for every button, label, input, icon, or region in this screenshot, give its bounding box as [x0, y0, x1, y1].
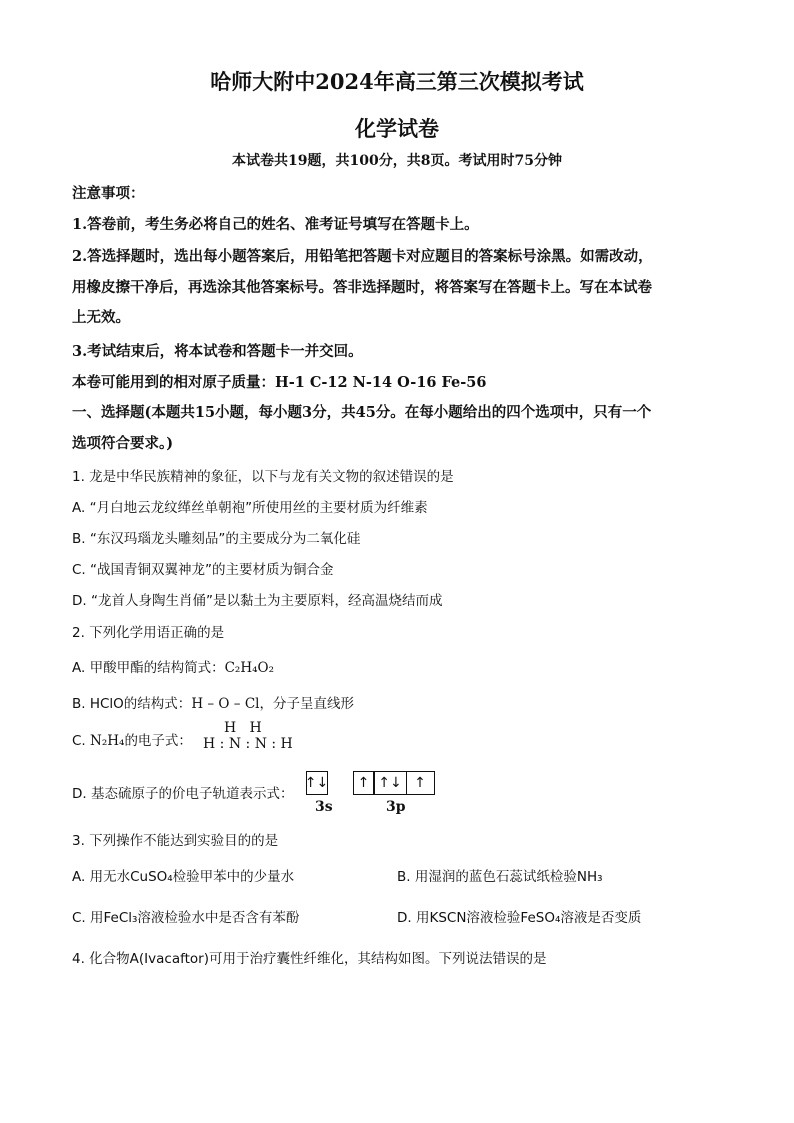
q2-option-a-formula: C₂H₄O₂: [224, 660, 274, 676]
q2-option-b: [72, 692, 354, 712]
q3-option-a: A. 用无水CuSO₄检验甲苯中的少量水: [72, 869, 295, 885]
q2-option-a-label: A. 甲酸甲酯的结构简式：: [72, 660, 225, 676]
note-2-line-1: 2.答选择题时，选出每小题答案后，用铅笔把答题卡对应题目的答案标号涂黑。如需改动，: [72, 248, 653, 265]
note-3: 3.考试结束后，将本试卷和答题卡一并交回。: [72, 343, 363, 360]
q2-stem: 2. 下列化学用语正确的是: [72, 625, 225, 641]
exam-title: 哈师大附中2024年高三第三次模拟考试: [210, 69, 584, 94]
q2-option-c-suffix: 的电子式：: [124, 733, 192, 749]
atomic-masses: 本卷可能用到的相对原子质量：H-1 C-12 N-14 O-16 Fe-56: [72, 374, 487, 391]
electron-dot-top-h: H H: [224, 720, 262, 736]
q2-option-a: [72, 656, 274, 676]
q2-option-c-formula: N₂H₄: [90, 733, 125, 749]
section-1-heading-cont: 选项符合要求。): [72, 435, 174, 452]
q2-option-b-formula: H – O – Cl: [191, 696, 260, 712]
orbital-3s-box: ↑↓: [306, 771, 328, 795]
orbital-3p-label: 3p: [386, 799, 406, 815]
section-1-heading: 一、选择题(本题共15小题，每小题3分，共45分。在每小题给出的四个选项中，只有一个: [72, 404, 652, 421]
note-2-line-2: 用橡皮擦干净后，再选涂其他答案标号。答非选择题时，将答案写在答题卡上。写在本试卷: [72, 279, 652, 296]
orbital-3p: [354, 771, 435, 795]
q1-option-c: C. “战国青铜双翼神龙”的主要材质为铜合金: [72, 562, 334, 578]
orbital-3s: [304, 771, 329, 795]
q3-option-c: C. 用FeCl₃溶液检验水中是否含有苯酚: [72, 910, 300, 926]
electron-dot-formula: H : N : N : H: [203, 736, 293, 752]
q2-option-b-suffix: ，分子呈直线形: [259, 696, 354, 712]
q4-stem: 4. 化合物A(Ivacaftor)可用于治疗囊性纤维化，其结构如图。下列说法错误的是: [72, 951, 547, 967]
q1-option-b: B. “东汉玛瑙龙头雕刻品”的主要成分为二氧化硅: [72, 531, 361, 547]
q3-stem: 3. 下列操作不能达到实验目的的是: [72, 833, 279, 849]
exam-subject: 化学试卷: [355, 116, 439, 141]
notes-heading: 注意事项：: [72, 185, 145, 202]
q1-option-a: A. “月白地云龙纹缂丝单朝袍”所使用丝的主要材质为纤维素: [72, 500, 428, 516]
q2-option-c: [72, 729, 192, 749]
q2-option-b-label: B. HClO的结构式：: [72, 696, 192, 712]
orbital-3s-label: 3s: [315, 799, 333, 815]
orbital-3p-box-1: ↑: [353, 771, 375, 795]
q3-option-d: D. 用KSCN溶液检验FeSO₄溶液是否变质: [397, 910, 642, 926]
note-1: 1.答卷前，考生务必将自己的姓名、准考证号填写在答题卡上。: [72, 216, 479, 233]
orbital-3p-box-2: ↑↓: [373, 771, 407, 795]
q2-option-c-label: C.: [72, 733, 91, 749]
exam-info: 本试卷共19题，共100分，共8页。考试用时75分钟: [232, 153, 562, 169]
q1-option-d: D. “龙首人身陶生肖俑”是以黏土为主要原料，经高温烧结而成: [72, 593, 443, 609]
q2-option-d: D. 基态硫原子的价电子轨道表示式：: [72, 786, 294, 802]
note-2-line-3: 上无效。: [72, 309, 130, 326]
q1-stem: 1. 龙是中华民族精神的象征，以下与龙有关文物的叙述错误的是: [72, 469, 454, 485]
orbital-3p-box-3: ↑: [406, 771, 435, 795]
q3-option-b: B. 用湿润的蓝色石蕊试纸检验NH₃: [397, 869, 603, 885]
